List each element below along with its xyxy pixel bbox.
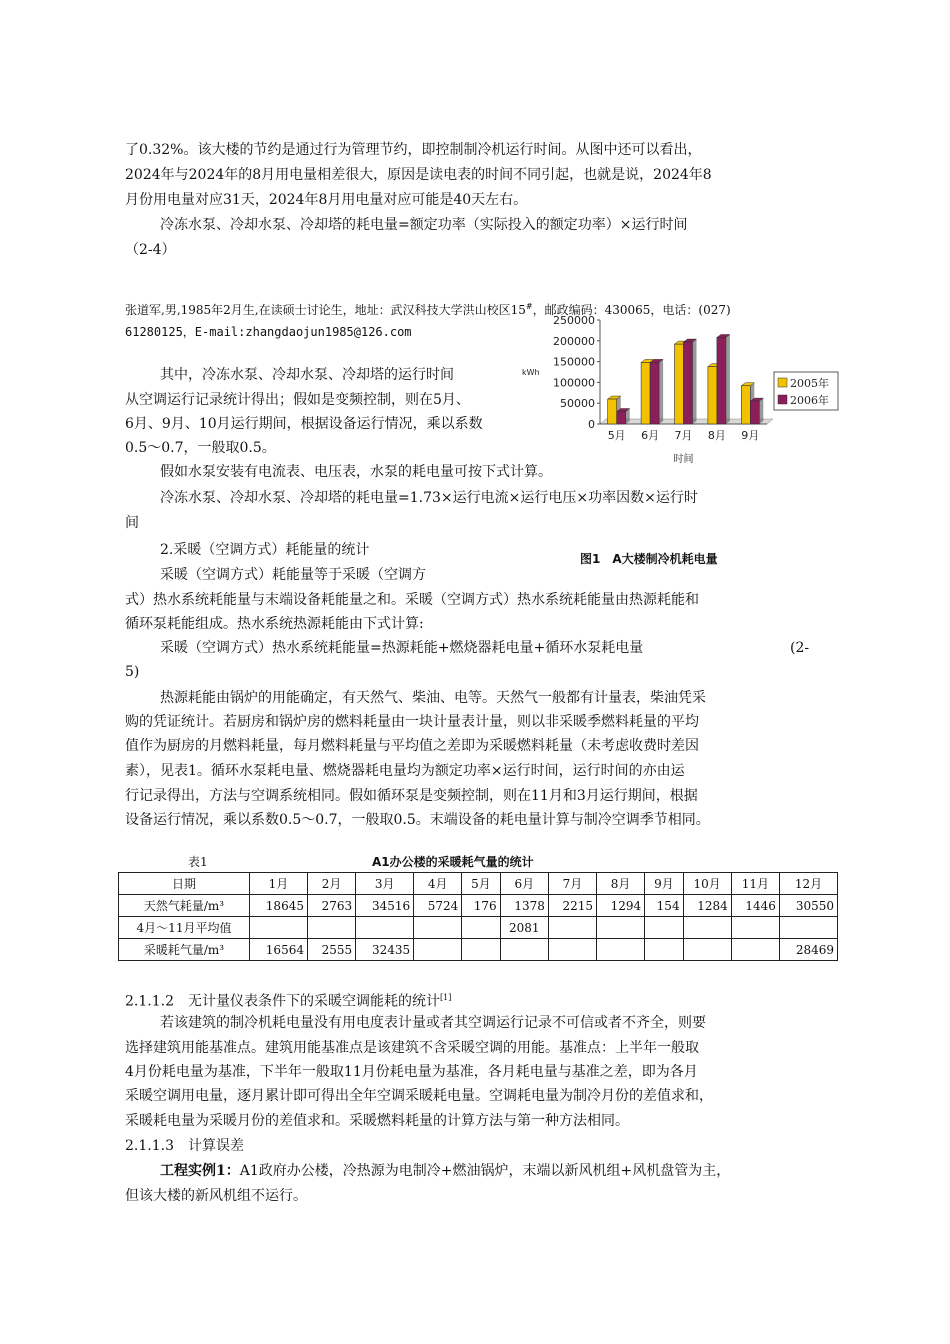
legend-swatch xyxy=(778,378,787,387)
paragraph-line: 采暖（空调方式）耗能量等于采暖（空调方 xyxy=(160,567,426,583)
table-header-cell: 4月 xyxy=(414,873,462,895)
table-header-cell: 6月 xyxy=(500,873,548,895)
bar-side xyxy=(659,359,663,424)
paragraph-line: 采暖空调用电量，逐月累计即可得出全年空调采暖耗电量。空调耗电量为制冷月份的差值求和， xyxy=(125,1088,713,1104)
equation-2-5: 采暖（空调方式）热水系统耗能量=热源耗能+燃烧器耗电量+循环水泵耗电量 xyxy=(160,640,644,656)
table-cell xyxy=(683,917,731,939)
example-text: A1政府办公楼，冷热源为电制冷+燃油锅炉，末端以新风机组+风机盘管为主， xyxy=(239,1163,731,1179)
table-header-cell: 日期 xyxy=(119,873,250,895)
table-cell xyxy=(414,917,462,939)
author-note-text: 张道军,男,1985年2月生,在读硕士讨论生，地址：武汉科技大学洪山校区15 xyxy=(125,303,526,317)
paragraph-line: 选择建筑用能基准点。建筑用能基准点是该建筑不含采暖空调的用能。基准点：上半年一般取 xyxy=(125,1040,699,1056)
paragraph-line: 月份用电量对应31天，2024年8月用电量对应可能是40天左右。 xyxy=(125,192,528,208)
x-tick-label: 9月 xyxy=(741,429,760,442)
equation-line: 冷冻水泵、冷却水泵、冷却塔的耗电量=1.73×运行电流×运行电压×功率因数×运行时 xyxy=(160,490,698,506)
paragraph-line: 但该大楼的新风机组不运行。 xyxy=(125,1188,307,1204)
table-cell xyxy=(548,939,596,961)
y-tick-label: 250000 xyxy=(553,314,595,327)
table-cell: 1284 xyxy=(683,895,731,917)
x-tick-label: 8月 xyxy=(707,429,726,442)
bar-side xyxy=(726,334,730,424)
bar-side xyxy=(693,339,697,424)
table-row xyxy=(119,917,838,939)
section-heading: 2.采暖（空调方式）耗能量的统计 xyxy=(160,542,370,558)
paragraph-line: 了0.32%。该大楼的节约是通过行为管理节约，即控制制冷机运行时间。从图中还可以看出， xyxy=(125,142,702,158)
paragraph-line: 若该建筑的制冷机耗电量没有用电度表计量或者其空调运行记录不可信或者不齐全，则要 xyxy=(160,1015,706,1031)
table-cell xyxy=(307,917,355,939)
y-axis-label: kWh xyxy=(522,368,540,377)
bar-2005年 xyxy=(708,367,717,424)
table-cell: 30550 xyxy=(779,895,837,917)
gas-consumption-table xyxy=(118,872,838,961)
table-cell xyxy=(500,939,548,961)
table-cell: 32435 xyxy=(356,939,414,961)
bar-2005年 xyxy=(608,399,617,424)
table-cell xyxy=(597,939,645,961)
table-cell xyxy=(645,939,683,961)
table-header-cell: 5月 xyxy=(462,873,500,895)
table-cell: 1294 xyxy=(597,895,645,917)
y-tick-label: 100000 xyxy=(553,376,595,390)
table-header-cell: 9月 xyxy=(645,873,683,895)
x-axis-label: 时间 xyxy=(673,454,694,465)
table-header-cell: 12月 xyxy=(779,873,837,895)
bar-2005年 xyxy=(741,386,750,424)
table-cell: 2215 xyxy=(548,895,596,917)
paragraph-line: 6月、9月、10月运行期间，根据设备运行情况，乘以系数 xyxy=(125,416,483,432)
table-cell xyxy=(462,939,500,961)
equation-number-cont: 5) xyxy=(125,664,140,680)
paragraph-line: 式）热水系统耗能量与末端设备耗能量之和。采暖（空调方式）热水系统耗能量由热源耗能和 xyxy=(125,592,699,608)
paragraph-line: 循环泵耗能组成。热水系统热源耗能由下式计算: xyxy=(125,616,424,632)
table-header-cell: 8月 xyxy=(597,873,645,895)
y-tick-label: 50000 xyxy=(560,397,595,411)
x-tick-label: 6月 xyxy=(641,429,660,442)
bar-2006年 xyxy=(650,362,659,424)
table-cell: 2555 xyxy=(307,939,355,961)
table-header-cell: 2月 xyxy=(307,873,355,895)
paragraph-line: 其中，冷冻水泵、冷却水泵、冷却塔的运行时间 xyxy=(160,367,454,383)
legend-label: 2006年 xyxy=(790,394,829,407)
paragraph-line: 假如水泵安装有电流表、电压表，水泵的耗电量可按下式计算。 xyxy=(160,464,552,480)
legend-swatch xyxy=(778,395,787,404)
table-cell xyxy=(356,917,414,939)
paragraph-line: 热源耗能由锅炉的用能确定，有天然气、柴油、电等。天然气一般都有计量表，柴油凭采 xyxy=(160,690,706,706)
table-cell: 1378 xyxy=(500,895,548,917)
example-label: 工程实例1： xyxy=(160,1163,240,1179)
bar-2005年 xyxy=(641,362,650,424)
example-line xyxy=(160,1161,730,1181)
table-cell xyxy=(548,917,596,939)
table-row-label: 天然气耗量/m³ xyxy=(119,895,250,917)
table-header-cell: 1月 xyxy=(250,873,308,895)
bar-2006年 xyxy=(750,401,759,424)
table-title: A1办公楼的采暖耗气量的统计 xyxy=(372,855,534,869)
table-cell xyxy=(731,939,779,961)
table-cell: 34516 xyxy=(356,895,414,917)
equation-number: （2-4） xyxy=(125,242,176,258)
table-cell: 154 xyxy=(645,895,683,917)
table-row-label: 4月～11月平均值 xyxy=(119,917,250,939)
paragraph-line: 设备运行情况，乘以系数0.5～0.7，一般取0.5。末端设备的耗电量计算与制冷空调季节相同。 xyxy=(125,812,710,828)
table-cell xyxy=(683,939,731,961)
bar-chart xyxy=(522,312,842,472)
subsection-heading: 2.1.1.3 计算误差 xyxy=(125,1138,244,1154)
table-header-cell: 3月 xyxy=(356,873,414,895)
author-note-text-2: ，邮政编码：430065，电话：(027) xyxy=(532,303,731,317)
bar-2006年 xyxy=(617,412,626,424)
paragraph-line: 从空调运行记录统计得出；假如是变频控制，则在5月、 xyxy=(125,392,470,408)
table-cell: 176 xyxy=(462,895,500,917)
paragraph-line: 0.5～0.7，一般取0.5。 xyxy=(125,440,276,456)
table-cell xyxy=(645,917,683,939)
legend-label: 2005年 xyxy=(790,377,829,390)
bar-2005年 xyxy=(675,344,684,424)
table-row xyxy=(119,939,838,961)
table-cell xyxy=(250,917,308,939)
paragraph-line: 4月份耗电量为基准，下半年一般取11月份耗电量为基准，各月耗电量与基准之差，即为各月 xyxy=(125,1064,698,1080)
table-cell: 5724 xyxy=(414,895,462,917)
table-row-label: 采暖耗气量/m³ xyxy=(119,939,250,961)
paragraph-line: 行记录得出，方法与空调系统相同。假如循环泵是变频控制，则在11月和3月运行期间，根据 xyxy=(125,788,698,804)
y-tick-label: 200000 xyxy=(553,334,595,348)
table-cell: 2763 xyxy=(307,895,355,917)
paragraph-line: 素），见表1。循环水泵耗电量、燃烧器耗电量均为额定功率×运行时间，运行时间的亦由运 xyxy=(125,763,685,779)
paragraph-line: 值作为厨房的月燃料耗量，每月燃料耗量与平均值之差即为采暖燃料耗量（未考虑收费时差因 xyxy=(125,738,699,754)
author-note-sup: # xyxy=(525,302,533,311)
bar-2006年 xyxy=(717,337,726,424)
paragraph-line: 2024年与2024年的8月用电量相差很大，原因是读电表的时间不同引起，也就是说，2024年8 xyxy=(125,167,712,183)
table-header-row xyxy=(119,873,838,895)
equation-number: (2- xyxy=(790,640,810,656)
table-cell: 2081 xyxy=(500,917,548,939)
author-email: 61280125，E-mail:zhangdaojun1985@126.com xyxy=(125,325,412,339)
paragraph-line: 购的凭证统计。若厨房和锅炉房的燃料耗量由一块计量表计量，则以非采暖季燃料耗量的平均 xyxy=(125,714,699,730)
bar-2006年 xyxy=(684,342,693,424)
table-header-cell: 11月 xyxy=(731,873,779,895)
citation-ref: [1] xyxy=(439,993,452,1002)
table-cell: 18645 xyxy=(250,895,308,917)
paragraph-line: 采暖耗电量为采暖月份的差值求和。采暖燃料耗量的计算方法与第一种方法相同。 xyxy=(125,1113,629,1129)
table-header-cell: 7月 xyxy=(548,873,596,895)
y-tick-label: 150000 xyxy=(553,355,595,369)
table-cell xyxy=(414,939,462,961)
subsection-heading xyxy=(125,988,451,1012)
table-cell: 28469 xyxy=(779,939,837,961)
table-row xyxy=(119,895,838,917)
bar-side xyxy=(759,398,763,424)
x-tick-label: 7月 xyxy=(674,429,693,442)
table-cell xyxy=(597,917,645,939)
table-cell: 16564 xyxy=(250,939,308,961)
subsection-heading-text: 2.1.1.2 无计量仪表条件下的采暖空调能耗的统计 xyxy=(125,993,440,1010)
x-tick-label: 5月 xyxy=(607,429,626,442)
table-cell: 1446 xyxy=(731,895,779,917)
table-cell xyxy=(731,917,779,939)
table-cell xyxy=(462,917,500,939)
y-tick-label: 0 xyxy=(588,418,595,431)
table-label: 表1 xyxy=(188,855,208,869)
table-header-cell: 10月 xyxy=(683,873,731,895)
figure-caption: 图1 A大楼制冷机耗电量 xyxy=(580,552,718,566)
equation-2-4: 冷冻水泵、冷却水泵、冷却塔的耗电量=额定功率（实际投入的额定功率）×运行时间 xyxy=(160,217,688,233)
equation-line: 间 xyxy=(125,515,139,531)
table-cell xyxy=(779,917,837,939)
